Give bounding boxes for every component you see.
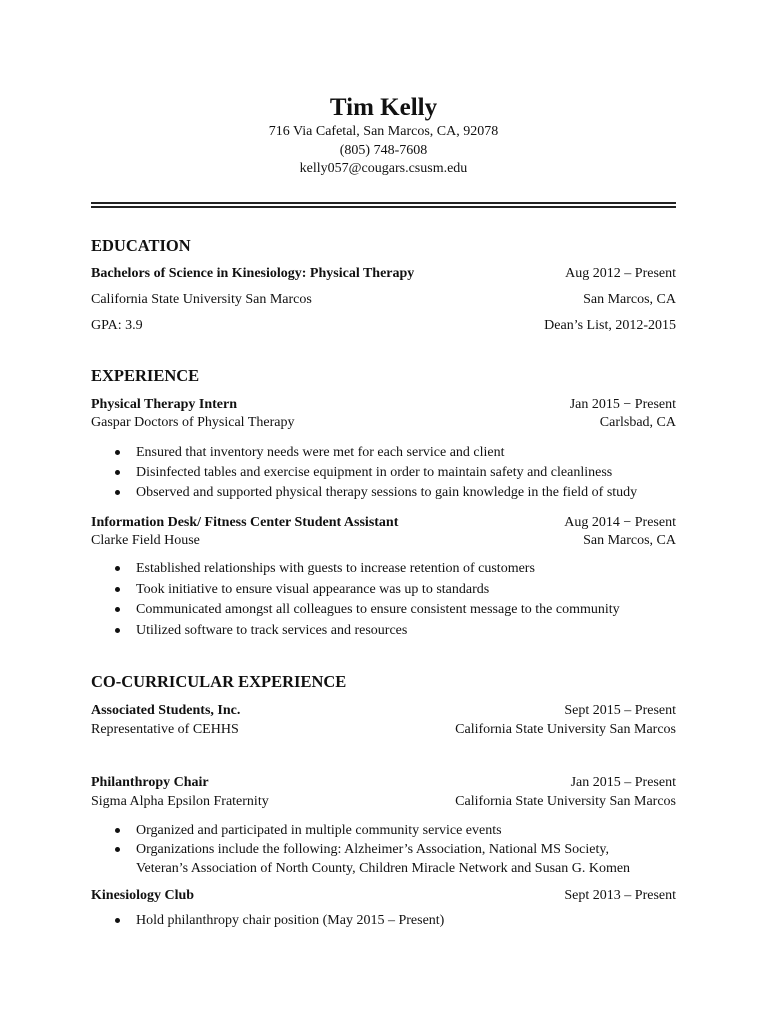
activity-title-row [91,886,676,905]
email: kelly057@cougars.csusm.edu [299,161,468,176]
resume-name: Tim Kelly [329,94,438,121]
activity-dates: Jan 2015 – Present [570,775,676,790]
bullet-text: Communicated amongst all colleagues to ensure consistent message to the community [136,602,620,617]
bullet-item [112,840,682,859]
activity-location: California State University San Marcos [455,794,676,809]
bullet-icon [115,490,120,495]
bullet-icon [115,607,120,612]
bullet-item [112,443,682,462]
bullet-icon [115,470,120,475]
bullet-icon [115,847,120,852]
activity-title-row [91,773,676,792]
bullet-item [112,580,682,599]
address: 716 Via Cafetal, San Marcos, CA, 92078 [268,124,499,139]
education-gpa-row [91,316,676,335]
bullet-item [112,600,682,619]
bullet-item [112,911,682,930]
bullet-item [112,483,682,502]
bullet-item [112,821,682,840]
activity-dates: Sept 2013 – Present [564,888,676,903]
bullet-icon [115,918,120,923]
experience-heading: EXPERIENCE [91,366,200,385]
job-org-row [91,413,676,432]
activity-org: Representative of CEHHS [91,722,239,737]
bullet-text: Hold philanthropy chair position (May 2015 – Present) [136,913,445,928]
bullet-icon [115,587,120,592]
job-org: Clarke Field House [91,533,200,548]
bullet-text: Veteran’s Association of North County, Children Miracle Network and Susan G. Komen [136,861,631,876]
education-degree-row [91,264,676,283]
activity-org-row [91,720,676,739]
bullet-icon [115,566,120,571]
divider-top [91,202,676,204]
activity-title: Kinesiology Club [91,888,195,903]
bullet-text: Observed and supported physical therapy sessions to gain knowledge in the field of study [136,485,638,500]
bullet-icon [115,450,120,455]
bullet-item [112,463,682,482]
job-location: San Marcos, CA [583,533,676,548]
bullet-text: Organizations include the following: Alzheimer’s Association, National MS Society, [136,842,609,857]
bullet-text: Ensured that inventory needs were met for each service and client [136,445,505,460]
job-dates: Jan 2015 − Present [569,397,676,412]
degree: Bachelors of Science in Kinesiology: Physical Therapy [91,266,415,281]
bullet-item [112,621,682,640]
activity-org: Sigma Alpha Epsilon Fraternity [91,794,269,809]
cocurricular-heading: CO-CURRICULAR EXPERIENCE [91,672,347,691]
job-title-row [91,395,676,414]
school: California State University San Marcos [91,292,312,307]
bullet-text: Disinfected tables and exercise equipment in order to maintain safety and cleanliness [136,465,613,480]
job-org: Gaspar Doctors of Physical Therapy [91,415,295,430]
activity-location: California State University San Marcos [455,722,676,737]
bullet-icon [115,828,120,833]
job-org-row [91,531,676,550]
bullet-text: Organized and participated in multiple community service events [136,823,502,838]
bullet-continuation [112,859,682,878]
activity-org-row [91,792,676,811]
phone: (805) 748-7608 [339,143,428,158]
degree-dates: Aug 2012 – Present [565,266,676,281]
education-heading: EDUCATION [91,236,191,255]
bullet-text: Utilized software to track services and resources [136,623,408,638]
job-title: Physical Therapy Intern [91,397,237,412]
job-location: Carlsbad, CA [599,415,676,430]
job-title: Information Desk/ Fitness Center Student Assistant [91,515,399,530]
honors: Dean’s List, 2012-2015 [544,318,676,333]
education-school-row [91,290,676,309]
bullet-text: Established relationships with guests to increase retention of customers [136,561,535,576]
activity-title-row [91,701,676,720]
activity-dates: Sept 2015 – Present [564,703,676,718]
gpa: GPA: 3.9 [91,318,143,333]
divider-bottom [91,206,676,208]
bullet-item [112,559,682,578]
job-title-row [91,513,676,532]
bullet-text: Took initiative to ensure visual appearance was up to standards [136,582,490,597]
activity-title: Philanthropy Chair [91,775,209,790]
job-dates: Aug 2014 − Present [564,515,676,530]
activity-title: Associated Students, Inc. [91,703,241,718]
bullet-icon [115,628,120,633]
school-location: San Marcos, CA [583,292,676,307]
